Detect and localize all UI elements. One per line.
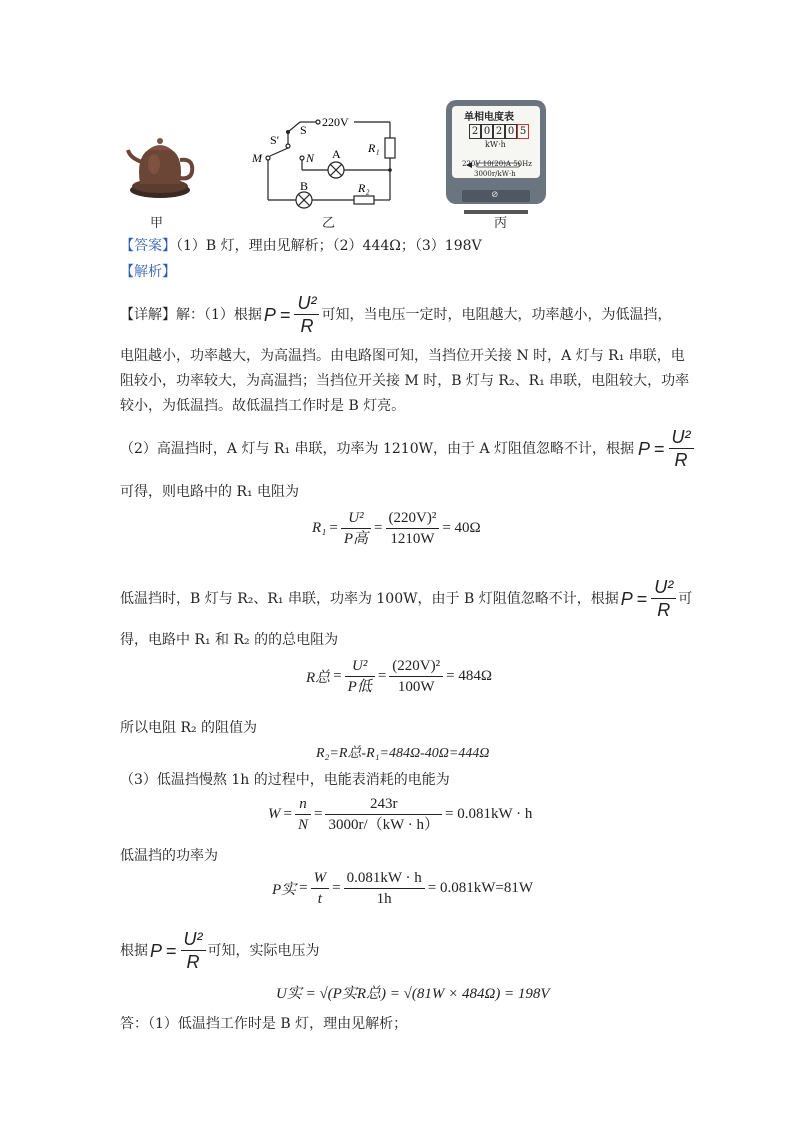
formula-equals: = [374,520,383,536]
formula-r1 [312,508,481,549]
formula-fraction [345,656,375,697]
label-b: B [300,179,309,193]
formula-fraction [669,426,694,471]
meter-unit: kW·h [485,140,506,149]
meter-digit: 0 [481,124,493,139]
formula-result: = 0.081kW=81W [427,880,533,896]
formula-lhs: R₁ [312,520,327,536]
formula-equals: = [313,806,323,822]
detail-line-4: 较小，为低温挡。故低温挡工作时是 B 灯亮。 [120,398,406,414]
formula-voltage-actual: U实 = √(P实R总) = √(81W × 484Ω) = 198V [276,986,550,1002]
formula-equals: = [333,668,342,684]
formula-denominator: 100W [397,679,435,695]
formula-fraction [344,868,425,909]
formula-equals: = [166,940,177,961]
formula-numerator: U² [669,426,694,449]
formula-p: P [263,304,276,325]
formula-equals: = [283,806,292,822]
formula-result: = 0.081kW · h [445,806,533,822]
label-r1: R₁ [368,141,380,155]
formula-r-total [306,656,492,697]
meter-digit-decimal: 5 [517,124,529,139]
formula-fraction [325,794,442,835]
formula-numerator: U² [181,928,206,951]
formula-fraction [341,508,371,549]
detail-line-1 [120,292,671,337]
label-voltage: 220V [322,115,349,129]
conclusion-line: 答：（1）低温挡工作时是 B 灯，理由见解析； [120,1016,408,1032]
power-formula [264,292,320,337]
detail-line-8: 得，电路中 R₁ 和 R₂ 的的总电阻为 [120,632,339,648]
circuit-node [388,168,392,172]
detail-line-12 [120,928,320,973]
figure-label-jia: 甲 [150,216,164,231]
formula-result: = 484Ω [446,668,492,684]
detail-text: 低温挡时，B 灯与 R₂、R₁ 串联，功率为 100W，由于 B 灯阻值忽略不计，根据 [120,590,619,607]
analysis-label: 【解析】 [120,264,176,280]
formula-r2: R₂=R总-R₁=484Ω-40Ω=444Ω [316,746,490,761]
meter-digit: 0 [505,124,517,139]
meter-spec: 220V 10(20)A 50Hz [462,160,532,168]
formula-equals: = [636,588,648,609]
label-a: A [332,147,341,161]
figure-label-yi: 乙 [322,216,336,231]
detail-line-2: 电阻越小，功率越大，为高温挡。由电路图可知，当挡位开关接 N 时，A 灯与 R₁ 串联，电 [120,348,685,364]
circuit-node [286,130,290,134]
formula-equals: = [279,304,291,325]
detail-text: 根据 [120,942,148,959]
meter-digit: 2 [469,124,481,139]
detail-line-9: 所以电阻 R₂ 的阻值为 [120,720,258,736]
meter-title: 单相电度表 [464,112,514,123]
circuit-figure [240,108,410,210]
formula-lhs: P实 [272,882,297,898]
formula-fraction [295,794,311,835]
formula-result: = 40Ω [442,520,481,536]
formula-denominator: 1h [376,891,392,907]
teapot-figure [124,128,200,200]
formula-fraction [389,656,443,697]
detail-line-7 [120,576,692,621]
formula-numerator: n [295,794,311,815]
formula-fraction [294,292,319,337]
formula-p: P [620,588,633,609]
formula-numerator: U² [294,292,319,315]
teapot-image [124,128,200,200]
formula-numerator: W [311,868,330,889]
figure-label-bing: 丙 [494,216,508,231]
power-formula [150,928,206,973]
label-n: N [306,151,315,165]
formula-denominator: R [300,316,314,336]
detail-text: 可知，当电压一定时，电阻越大，功率越小，为低温挡， [321,306,672,323]
detail-line-3: 阻较小，功率较大，为高温挡；当挡位开关接 M 时，B 灯与 R₂、R₁ 串联，电阻较大，功率 [120,373,690,389]
detail-text: 解：（1）根据 [176,306,262,323]
formula-equals: = [299,880,308,896]
formula-equals: = [654,438,665,459]
formula-equals: = [332,880,341,896]
answer-line [120,236,482,256]
formula-denominator: 3000r/（kW · h） [328,817,439,833]
label-m: M [252,151,262,165]
detail-line-6: 可得，则电路中的 R₁ 电阻为 [120,484,300,500]
detail-text: 可知，实际电压为 [207,942,320,959]
formula-denominator: R [186,952,200,972]
power-formula [638,426,694,471]
answer-text: （1）B 灯，理由见解析；（2）444Ω；（3）198V [176,238,482,254]
formula-numerator: U² [651,576,676,599]
formula-equals: = [329,520,338,536]
formula-energy [268,794,532,835]
circuit-diagram [240,108,410,210]
power-formula [621,576,677,621]
detail-text: 可 [678,590,693,607]
detail-label: 【详解】 [120,306,176,323]
formula-denominator: P高 [343,531,369,547]
meter-digits [469,124,529,139]
formula-numerator: 0.081kW · h [344,868,425,889]
formula-numerator: U² [345,656,375,677]
label-r2: R₂ [358,181,370,195]
label-s: S [300,123,307,137]
meter-digit: 2 [493,124,505,139]
formula-denominator: P低 [347,679,372,695]
formula-fraction [386,508,440,549]
formula-lhs: R总 [306,670,331,686]
formula-p: P [638,438,651,459]
formula-numerator: 243r [325,794,442,815]
formula-equals: = [377,668,387,684]
formula-denominator: 1210W [390,531,435,547]
label-s-prime: S′ [270,133,280,147]
formula-denominator: N [297,817,308,833]
detail-text: （2）高温挡时，A 灯与 R₁ 串联，功率为 1210W，由于 A 灯阻值忽略不计，根据 [120,440,634,457]
meter-symbol-icon: ⊘ [491,190,499,200]
formula-p: P [150,940,163,961]
answer-label: 【答案】 [120,238,176,254]
meter-disc-icon [466,153,526,159]
detail-line-10: （3）低温挡慢熬 1h 的过程中，电能表消耗的电能为 [120,772,450,788]
formula-numerator: (220V)² [386,508,440,529]
formula-fraction [651,576,676,621]
formula-denominator: t [317,891,322,907]
formula-fraction [181,928,206,973]
detail-line-11: 低温挡的功率为 [120,848,218,864]
formula-power-actual [272,868,533,909]
formula-denominator: R [674,450,688,470]
formula-fraction [311,868,330,909]
detail-line-5 [120,426,694,471]
formula-denominator: R [657,600,671,620]
meter-rate: 3000r/kW·h [474,170,516,178]
formula-numerator: (220V)² [389,656,443,677]
formula-lhs: W [268,806,281,822]
formula-numerator: U² [341,508,371,529]
